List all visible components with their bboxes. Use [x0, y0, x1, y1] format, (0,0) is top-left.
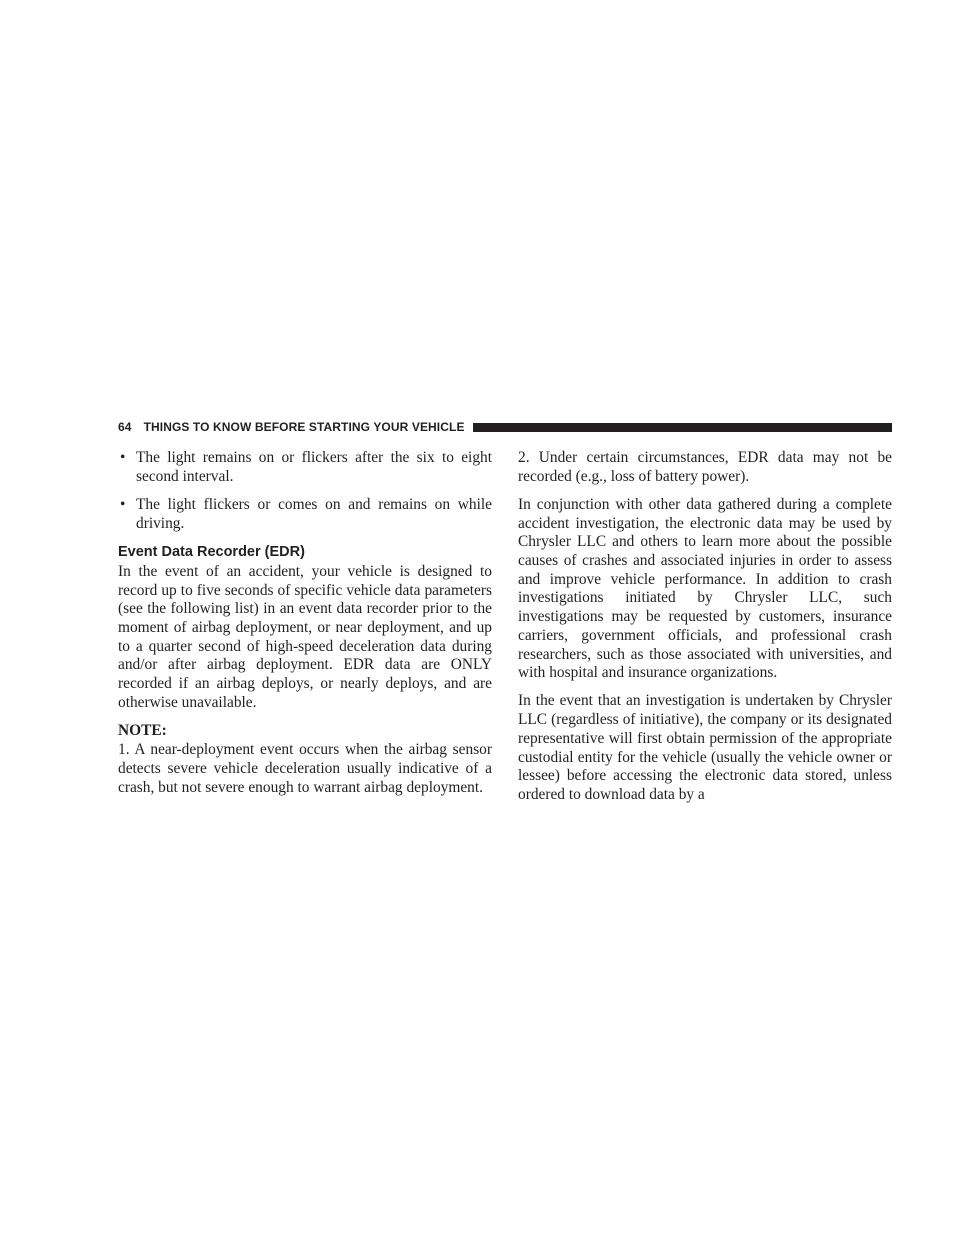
bullet-list — [118, 449, 492, 533]
bullet-text: The light flickers or comes on and remains on while driving. — [136, 495, 492, 532]
list-item — [118, 449, 492, 486]
edr-heading: Event Data Recorder (EDR) — [118, 543, 305, 560]
bullet-text: The light remains on or flickers after the six to eight second interval. — [136, 449, 492, 485]
left-column — [118, 449, 492, 807]
note-item-2: 2. Under certain circumstances, EDR data may not be recorded (e.g., loss of battery power). — [518, 449, 892, 485]
edr-intro-paragraph: In the event of an accident, your vehicle is designed to record up to five seconds of specific vehicle data parameters (see the following list) in an event data recorder prior to the moment of airbag deployment, or near deployment, and up to a quarter second of high-speed deceleration data during and/or after airbag deployment. EDR data are ONLY recorded if an airbag deploys, or nearly deploys, and are otherwise unavailable. — [118, 562, 492, 711]
header-rule — [473, 423, 892, 432]
section-title: THINGS TO KNOW BEFORE STARTING YOUR VEHICLE — [143, 420, 465, 434]
page-number: 64 — [118, 420, 132, 434]
permission-paragraph: In the event that an investigation is undertaken by Chrysler LLC (regardless of initiative), the company or its designated representative will first obtain permission of the appropriate custodial entity for the vehicle (usually the vehicle owner or lessee) before accessing the electronic data stored, unless ordered to download data by a — [518, 692, 892, 803]
right-column — [518, 449, 892, 814]
investigation-paragraph: In conjunction with other data gathered during a complete accident investigation, the electronic data may be used by Chrysler LLC and others to learn more about the possible causes of crashes and associated injuries in order to assess and improve vehicle performance. In addition to crash investigations initiated by Chrysler LLC, such investigations may be requested by customers, insurance carriers, government officials, and professional crash researchers, such as those associated with universities, and with hospital and insurance organizations. — [518, 495, 892, 682]
list-item — [118, 496, 492, 533]
note-item-1: 1. A near-deployment event occurs when the airbag sensor detects severe vehicle deceleration usually indicative of a crash, but not severe enough to warrant airbag deployment. — [118, 741, 492, 796]
page-header — [118, 418, 892, 436]
note-label: NOTE: — [118, 722, 167, 740]
bullet-icon: • — [120, 495, 126, 513]
bullet-icon: • — [120, 449, 126, 466]
